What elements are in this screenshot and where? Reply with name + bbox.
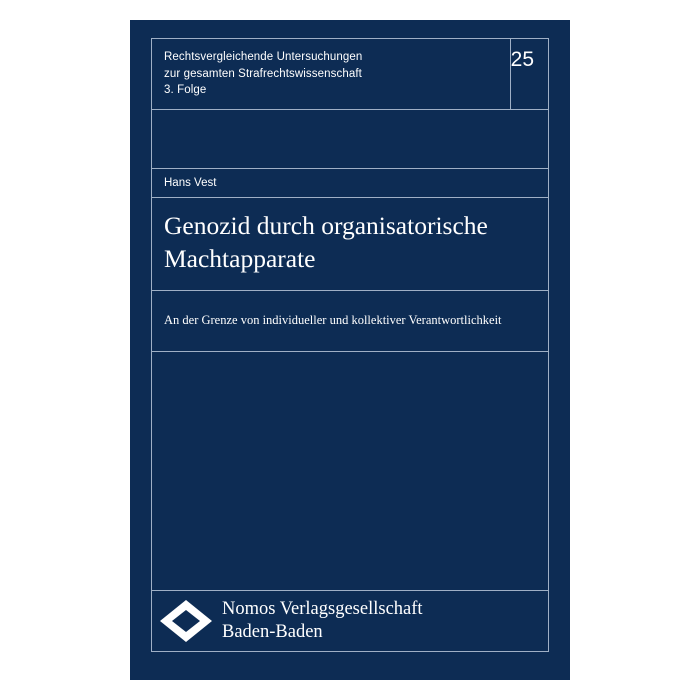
cover-frame (151, 38, 549, 652)
series-line-1: Rechtsvergleichende Untersuchungen (164, 51, 363, 63)
title-band (152, 198, 548, 290)
nomos-diamond-logo-icon (158, 598, 214, 644)
publisher-band (152, 591, 548, 651)
book-title (152, 198, 502, 275)
title-line-2: Machtapparate (164, 243, 316, 273)
title-line-1: Genozid durch organisatorische (164, 211, 488, 240)
book-subtitle: An der Grenze von individueller und kollektiver Verantwortlichkeit (164, 313, 502, 328)
series-line-3: 3. Folge (164, 84, 207, 97)
author-band (152, 169, 548, 197)
author-name: Hans Vest (164, 177, 217, 189)
series-block (152, 39, 548, 109)
volume-number: 25 (510, 48, 534, 71)
publisher-line-1: Nomos Verlagsgesellschaft (222, 598, 423, 619)
book-cover (130, 20, 570, 680)
series-line-2: zur gesamten Strafrechtswissenschaft (164, 67, 362, 80)
subtitle-band (152, 291, 548, 351)
publisher-name (222, 598, 423, 644)
publisher-line-2: Baden-Baden (222, 622, 323, 642)
blank-band (152, 352, 548, 590)
spacer-band (152, 110, 548, 168)
series-title (152, 39, 362, 99)
